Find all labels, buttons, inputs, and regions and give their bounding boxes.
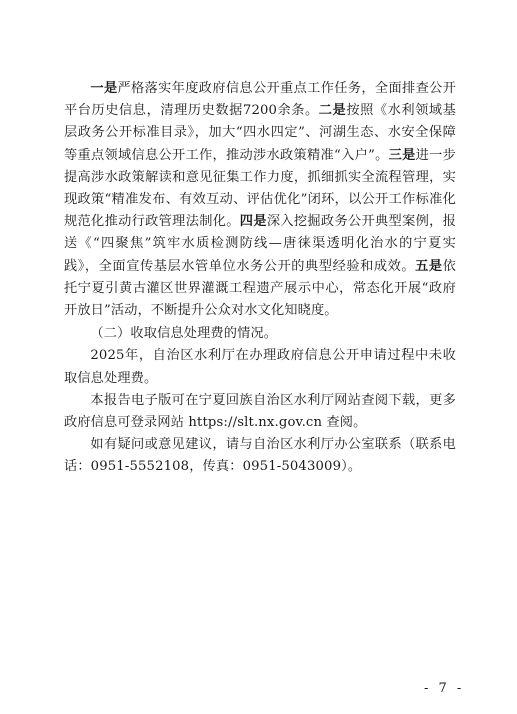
- lead-two: 二是: [318, 103, 347, 119]
- paragraph-report-access: 本报告电子版可在宁夏回族自治区水利厅网站查阅下载，更多政府信息可登录网站 https://slt.nx.gov.cn 查阅。: [64, 392, 456, 431]
- section-heading-fees: （二）收取信息处理费的情况。: [90, 326, 278, 342]
- paragraph-fees: 2025年，自治区水利厅在办理政府信息公开申请过程中未收取信息处理费。: [64, 348, 456, 386]
- lead-three: 三是: [388, 147, 416, 163]
- text-three: 进一步提高涉水政策解读和意见征集工作力度，抓细抓实全流程管理，实现政策“精准发布、有效互动、评估优化”闭环，以公开工作标准化规范化推动行政管理法制化。: [64, 147, 456, 230]
- lead-four: 四是: [239, 214, 267, 230]
- text-five: 依托宁夏引黄古灌区世界灌溉工程遗产展示中心，常态化开展“政府开放日”活动，不断提升公众对水文化知晓度。: [64, 258, 456, 319]
- document-body: [64, 78, 456, 479]
- paragraph-contact: 如有疑问或意见建议，请与自治区水利厅办公室联系（联系电话：0951-5552108，传真：0951-5043009）。: [64, 437, 456, 475]
- text-two: 按照《水利领域基层政务公开标准目录》，加大“四水四定”、河湖生态、水安全保障等重点领域信息公开工作，推动涉水政策精准“入户”。: [64, 103, 457, 163]
- text-one: 严格落实年度政府信息公开重点工作任务，全面排查公开平台历史信息，清理历史数据7200余条。: [64, 81, 456, 119]
- text-four: 深入挖掘政务公开典型案例，报送《“四聚焦”筑牢水质检测防线—唐徕渠透明化治水的宁夏实践》，全面宣传基层水管单位水务公开的典型经验和成效。: [64, 214, 456, 274]
- page-number: - 7 -: [424, 681, 465, 696]
- lead-one: 一是: [90, 81, 118, 96]
- lead-five: 五是: [415, 258, 443, 274]
- paragraph-work-measures: [64, 78, 456, 322]
